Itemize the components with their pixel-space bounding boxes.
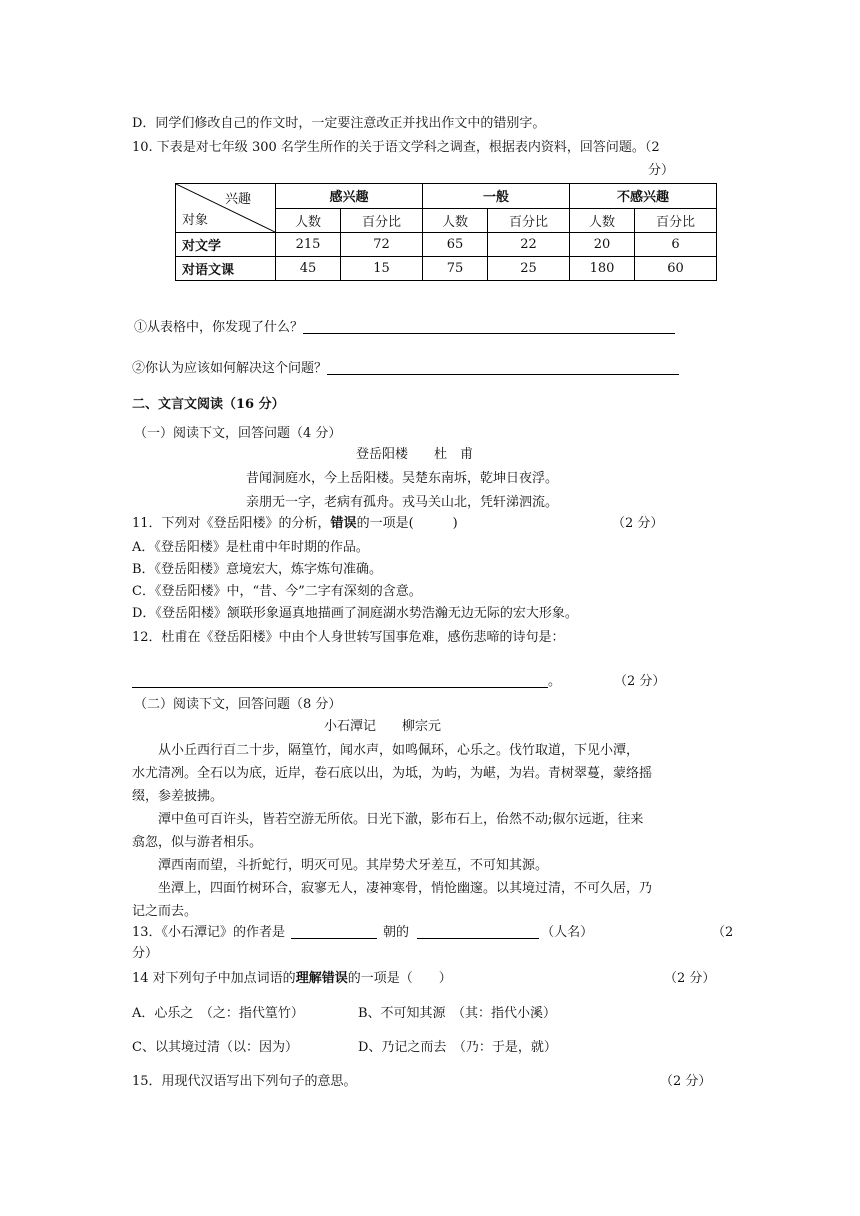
prose-line: 翕忽，似与游者相乐。 (132, 835, 263, 850)
question-15-text: 15．用现代汉语写出下列句子的意思。 (132, 1074, 357, 1089)
prose-line: 水尤清冽。全石以为底，近岸，卷石底以出，为坻，为屿，为嵁，为岩。青树翠蔓，蒙络摇 (132, 766, 653, 781)
poem-title: 登岳阳楼 杜 甫 (356, 447, 474, 462)
prose-line: 从小丘西行百二十步，隔篁竹，闻水声，如鸣佩环，心乐之。伐竹取道，下见小潭， (132, 743, 640, 758)
question-12-answer-line (132, 673, 561, 691)
option-a: A．《登岳阳楼》是杜甫中年时期的作品。 (132, 540, 369, 555)
prose-line: 潭西南而望，斗折蛇行，明灭可见。其岸势犬牙差互，不可知其源。 (132, 858, 549, 873)
prose-line: 记之而去。 (132, 904, 198, 919)
table-cell: 20 (570, 233, 635, 257)
question-13-text-mid: 朝的 (383, 925, 410, 940)
table-cell: 6 (635, 233, 717, 257)
group-header-uninterested: 不感兴趣 (570, 184, 717, 209)
question-12-end-mark: 。 (548, 674, 562, 689)
question-10-text: 10. 下表是对七年级 300 名学生所作的关于语文学科之调查，根据表内资料，回答问题。（2 (132, 140, 660, 155)
question-14-score: （2 分） (664, 971, 716, 986)
survey-table (175, 183, 717, 281)
question-10-sub1 (134, 319, 675, 337)
group-header-interested: 感兴趣 (276, 184, 423, 209)
section-2-title: 二、文言文阅读（16 分） (132, 397, 285, 412)
table-cell: 45 (276, 257, 341, 281)
question-10-sub1-text: ①从表格中，你发现了什么？ (134, 320, 304, 335)
table-cell: 25 (488, 257, 570, 281)
option-d: D．《登岳阳楼》颔联形象逼真地描画了洞庭湖水势浩瀚无边无际的宏大形象。 (132, 606, 578, 621)
question-10-sub2-text: ②你认为应该如何解决这个问题？ (132, 361, 328, 376)
question-10-sub2 (132, 360, 679, 378)
answer-blank[interactable] (132, 673, 548, 688)
question-11-text-end: 的一项是( ) (356, 516, 458, 531)
table-corner-cell (176, 184, 276, 233)
table-row (176, 233, 717, 257)
question-10-score-tail: 分） (648, 163, 675, 178)
poem-line: 昔闻洞庭水，今上岳阳楼。吴楚东南坼，乾坤日夜浮。 (246, 471, 559, 486)
subheader-count: 人数 (276, 208, 341, 233)
subheader-count: 人数 (570, 208, 635, 233)
question-11-text: 11．下列对《登岳阳楼》的分析， (132, 516, 331, 531)
question-11 (132, 515, 458, 533)
question-12-score: （2 分） (614, 674, 666, 689)
option-c: C、以其境过清（以：因为） (132, 1040, 298, 1055)
question-13-score: （2 (712, 925, 734, 940)
row-label: 对文学 (176, 233, 276, 257)
question-14-emphasis: 理解错误 (295, 971, 348, 986)
option-a: A．心乐之 （之：指代篁竹） (132, 1006, 304, 1021)
prose-line: 缀，参差披拂。 (132, 789, 224, 804)
prose-title: 小石潭记 柳宗元 (324, 719, 442, 734)
option-d: D、乃记之而去 （乃：于是，就） (358, 1040, 557, 1055)
table-cell: 22 (488, 233, 570, 257)
answer-blank[interactable] (303, 319, 675, 334)
question-14-text-end: 的一项是（ ） (347, 971, 452, 986)
question-11-emphasis: 错误 (330, 516, 357, 531)
corner-top-label: 兴趣 (224, 192, 251, 207)
question-14 (132, 970, 452, 988)
option-d-text: D．同学们修改自己的作文时，一定要注意改正并找出作文中的错别字。 (132, 116, 546, 131)
option-c: C．《登岳阳楼》中，“昔、今”二字有深刻的含意。 (132, 584, 422, 599)
question-13-text-end: （人名） (541, 925, 594, 940)
question-13-score-tail: 分） (132, 946, 159, 961)
option-b: B．《登岳阳楼》意境宏大，炼字炼句准确。 (132, 562, 383, 577)
table-cell: 65 (423, 233, 488, 257)
table-cell: 215 (276, 233, 341, 257)
subheader-percent: 百分比 (341, 208, 423, 233)
table-cell: 60 (635, 257, 717, 281)
answer-blank-name[interactable] (417, 924, 539, 939)
subheader-percent: 百分比 (488, 208, 570, 233)
prose-line: 潭中鱼可百许头，皆若空游无所依。日光下澈，影布石上，佁然不动;俶尔远逝，往来 (132, 812, 644, 827)
question-13-text: 13．《小石潭记》的作者是 (132, 925, 286, 940)
option-b: B、不可知其源 （其：指代小溪） (358, 1006, 557, 1021)
answer-blank-dynasty[interactable] (291, 924, 377, 939)
table-cell: 72 (341, 233, 423, 257)
table-cell: 180 (570, 257, 635, 281)
row-label: 对语文课 (176, 257, 276, 281)
table-cell: 75 (423, 257, 488, 281)
table-cell: 15 (341, 257, 423, 281)
group-header-neutral: 一般 (423, 184, 570, 209)
corner-bottom-label: 对象 (182, 213, 209, 228)
table-row (176, 257, 717, 281)
answer-blank[interactable] (327, 360, 679, 375)
question-12-text: 12．杜甫在《登岳阳楼》中由个人身世转写国事危难，感伤悲啼的诗句是： (132, 630, 565, 645)
subheader-count: 人数 (423, 208, 488, 233)
question-11-score: （2 分） (612, 516, 664, 531)
question-13 (132, 924, 593, 942)
question-15-score: （2 分） (660, 1074, 712, 1089)
subheader-percent: 百分比 (635, 208, 717, 233)
part-1-title: （一）阅读下文，回答问题（4 分） (134, 426, 342, 441)
poem-line: 亲朋无一字，老病有孤舟。戎马关山北，凭轩涕泗流。 (246, 495, 559, 510)
question-14-text: 14 对下列句子中加点词语的 (132, 971, 296, 986)
part-2-title: （二）阅读下文，回答问题（8 分） (134, 697, 342, 712)
prose-line: 坐潭上，四面竹树环合，寂寥无人，凄神寒骨，悄怆幽邃。以其境过清，不可久居，乃 (132, 881, 653, 896)
